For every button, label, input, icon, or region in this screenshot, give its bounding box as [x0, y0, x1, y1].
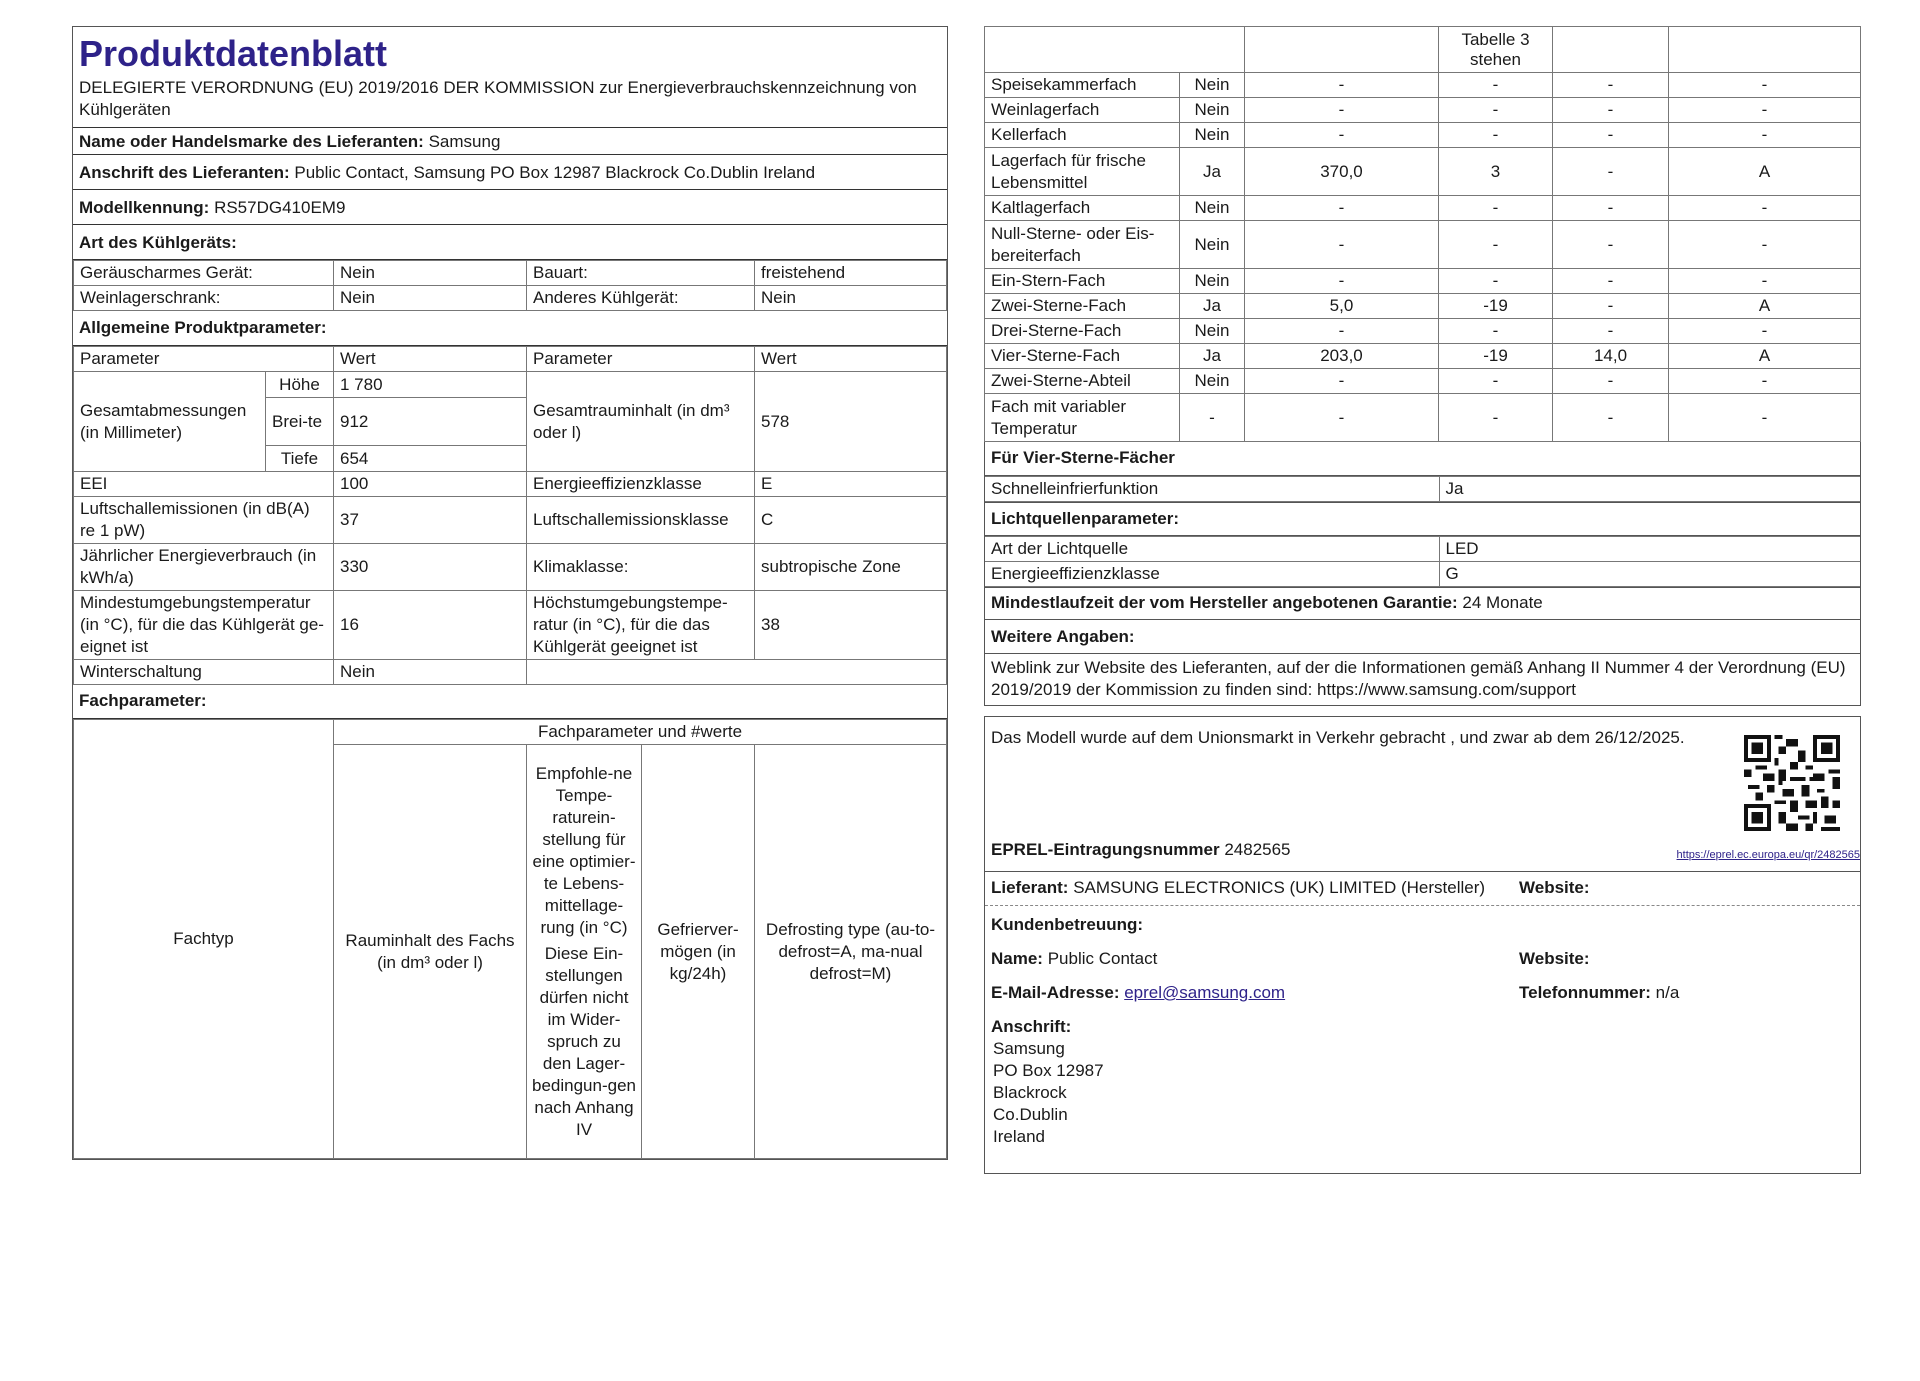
- compartment-temp: -: [1439, 319, 1553, 344]
- compartment-temp: -19: [1439, 294, 1553, 319]
- compartment-defrost: A: [1669, 344, 1861, 369]
- market-contact-block: [984, 716, 1861, 1174]
- min-temp-label: Mindestumgebungstemperatur (in °C), für die das Kühlgerät ge-eignet ist: [74, 591, 334, 660]
- contact-email-link[interactable]: eprel@samsung.com: [1124, 983, 1286, 1002]
- compartment-freeze: 14,0: [1553, 344, 1669, 369]
- noise-label: Luftschallemissionen (in dB(A) re 1 pW): [74, 497, 334, 544]
- general-params-title-text: Allgemeine Produktparameter:: [79, 318, 327, 337]
- address-line: Blackrock: [993, 1083, 1067, 1102]
- compartment-present: Nein: [1180, 269, 1245, 294]
- contact-address-lines: [991, 1038, 1854, 1148]
- contact-address-label: Anschrift:: [991, 1017, 1072, 1036]
- energy-class-label: Energieeffizienzklasse: [527, 472, 755, 497]
- compartment-freeze: -: [1553, 269, 1669, 294]
- further-text: Weblink zur Website des Lieferanten, auf der die Informationen gemäß Anhang II Nummer 4 der Verordnung (EU) 2019/2019 der Kommission zu finden sind:: [991, 658, 1846, 699]
- contact-email-label: E-Mail-Adresse:: [991, 983, 1120, 1002]
- compartment-freeze: -: [1553, 319, 1669, 344]
- empty-cell: [1669, 27, 1861, 73]
- compartment-defrost: -: [1669, 369, 1861, 394]
- four-star-title-text: Für Vier-Sterne-Fächer: [991, 448, 1175, 467]
- winter-switch-label: Winterschaltung: [74, 660, 334, 685]
- climate-class-label: Klimaklasse:: [527, 544, 755, 591]
- compartment-row: [985, 196, 1861, 221]
- contact-email-row: [991, 982, 1854, 1004]
- compartment-defrost: -: [1669, 221, 1861, 269]
- header-block: [73, 27, 947, 127]
- contact-supplier-value: SAMSUNG ELECTRONICS (UK) LIMITED (Hersteller): [1073, 878, 1486, 897]
- supplier-contact-row: [985, 871, 1860, 905]
- compartment-present: Nein: [1180, 123, 1245, 148]
- compartment-present: Nein: [1180, 369, 1245, 394]
- address-line: Co.Dublin: [993, 1105, 1068, 1124]
- left-panel: [72, 26, 948, 1160]
- contact-name-label: Name:: [991, 949, 1043, 968]
- depth-label: Tiefe: [266, 446, 334, 472]
- compartment-freeze: -: [1553, 394, 1669, 442]
- compartment-name: Speisekammerfach: [985, 73, 1180, 98]
- compartment-temp: -: [1439, 196, 1553, 221]
- other-appliance-value: Nein: [755, 286, 947, 311]
- other-appliance-label: Anderes Kühlgerät:: [527, 286, 755, 311]
- compartment-name: Ein-Stern-Fach: [985, 269, 1180, 294]
- light-title: [985, 502, 1860, 536]
- compartment-name: Weinlagerfach: [985, 98, 1180, 123]
- eei-label: EEI: [74, 472, 334, 497]
- compartment-rows: [985, 73, 1861, 442]
- compartment-row: [985, 73, 1861, 98]
- supplier-name-row: [73, 127, 947, 155]
- compartment-freeze: -: [1553, 98, 1669, 123]
- compartment-defrost: -: [1669, 123, 1861, 148]
- eprel-row: [991, 839, 1291, 861]
- compartment-temp: 3: [1439, 148, 1553, 196]
- compartment-defrost: -: [1669, 394, 1861, 442]
- compartment-defrost: A: [1669, 148, 1861, 196]
- compartment-temp: -: [1439, 73, 1553, 98]
- compartment-defrost: -: [1669, 269, 1861, 294]
- compartment-type-header: Fachtyp: [74, 720, 334, 1159]
- compartment-params-title: [73, 685, 947, 719]
- market-block: [985, 717, 1860, 871]
- total-volume-label: Gesamtrauminhalt (in dm³ oder l): [527, 372, 755, 472]
- contact-name-value: Public Contact: [1047, 949, 1158, 968]
- compartment-freeze: -: [1553, 369, 1669, 394]
- compartment-freeze: -: [1553, 73, 1669, 98]
- energy-consumption-label: Jährlicher Energieverbrauch (in kWh/a): [74, 544, 334, 591]
- compartment-present: Nein: [1180, 196, 1245, 221]
- compartment-present: Nein: [1180, 73, 1245, 98]
- compartment-temp: -: [1439, 123, 1553, 148]
- address-line: PO Box 12987: [993, 1061, 1104, 1080]
- compartment-volume-header: Rauminhalt des Fachs (in dm³ oder l): [334, 745, 527, 1159]
- compartment-volume: -: [1245, 98, 1439, 123]
- compartment-freeze: -: [1553, 148, 1669, 196]
- qr-code-icon: [1744, 735, 1840, 831]
- compartment-temp: -: [1439, 369, 1553, 394]
- warranty-row: [985, 587, 1860, 619]
- compartment-defrost: -: [1669, 196, 1861, 221]
- energy-consumption-value: 330: [334, 544, 527, 591]
- depth-value: 654: [334, 446, 527, 472]
- supplier-address-value: Public Contact, Samsung PO Box 12987 Blackrock Co.Dublin Ireland: [294, 163, 816, 182]
- compartment-temp: -: [1439, 98, 1553, 123]
- compartment-name: Drei-Sterne-Fach: [985, 319, 1180, 344]
- supplier-name-label: Name oder Handelsmarke des Lieferanten:: [79, 132, 424, 151]
- compartment-volume: -: [1245, 369, 1439, 394]
- wine-cabinet-label: Weinlagerschrank:: [74, 286, 334, 311]
- customer-support-block: [985, 905, 1860, 1173]
- empty-cell: [1245, 27, 1439, 73]
- light-type-label: Art der Lichtquelle: [985, 537, 1439, 562]
- compartment-temp: -: [1439, 394, 1553, 442]
- col-header-value-2: Wert: [755, 347, 947, 372]
- further-text-block: [985, 654, 1860, 705]
- compartment-row: [985, 319, 1861, 344]
- four-star-block: [984, 442, 1861, 706]
- compartment-volume: -: [1245, 221, 1439, 269]
- compartment-name: Null-Sterne- oder Eis-bereiterfach: [985, 221, 1180, 269]
- compartment-row: [985, 394, 1861, 442]
- appliance-type-row: [74, 286, 947, 311]
- compartment-name: Zwei-Sterne-Fach: [985, 294, 1180, 319]
- col-header-value: Wert: [334, 347, 527, 372]
- regulation-text: DELEGIERTE VERORDNUNG (EU) 2019/2016 DER KOMMISSION zur Energieverbrauchskennzeichnung von Kühlgeräten: [79, 78, 917, 119]
- eei-value: 100: [334, 472, 527, 497]
- warranty-label: Mindestlaufzeit der vom Hersteller angebotenen Garantie:: [991, 593, 1458, 612]
- width-value: 912: [334, 398, 527, 446]
- contact-name-row: [991, 948, 1854, 970]
- compartment-temp: -: [1439, 269, 1553, 294]
- compartment-name: Lagerfach für frische Lebensmittel: [985, 148, 1180, 196]
- col-header-param: Parameter: [74, 347, 334, 372]
- compartment-freeze: -: [1553, 294, 1669, 319]
- contact-website-label: Website:: [1519, 878, 1590, 897]
- compartment-temp: -19: [1439, 344, 1553, 369]
- max-temp-value: 38: [755, 591, 947, 660]
- design-value: freistehend: [755, 261, 947, 286]
- general-params-title: [73, 311, 947, 346]
- low-noise-label: Geräuscharmes Gerät:: [74, 261, 334, 286]
- winter-switch-value: Nein: [334, 660, 527, 685]
- compartment-volume: 370,0: [1245, 148, 1439, 196]
- customer-support-title: Kundenbetreuung:: [991, 915, 1144, 934]
- compartment-freeze: -: [1553, 221, 1669, 269]
- contact-phone: [1519, 982, 1679, 1004]
- further-title: [985, 619, 1860, 654]
- page-title: Produktdatenblatt: [79, 33, 388, 74]
- compartment-row: [985, 344, 1861, 369]
- eprel-value: 2482565: [1224, 840, 1291, 859]
- light-class-value: G: [1439, 562, 1860, 587]
- compartment-row: [985, 294, 1861, 319]
- compartment-defrost: A: [1669, 294, 1861, 319]
- compartment-params-title-text: Fachparameter:: [79, 691, 207, 710]
- col-header-param-2: Parameter: [527, 347, 755, 372]
- empty-cell: [985, 27, 1245, 73]
- supplier-address-label: Anschrift des Lieferanten:: [79, 163, 290, 182]
- compartment-name: Fach mit variabler Temperatur: [985, 394, 1180, 442]
- general-params-table: [73, 346, 947, 685]
- compartment-name: Kellerfach: [985, 123, 1180, 148]
- compartment-row: [985, 221, 1861, 269]
- compartment-volume: -: [1245, 394, 1439, 442]
- contact-phone-value: n/a: [1655, 983, 1680, 1002]
- compartment-temp-header: [527, 745, 642, 1159]
- compartment-defrost: -: [1669, 73, 1861, 98]
- compartment-volume: -: [1245, 319, 1439, 344]
- compartment-defrost: -: [1669, 319, 1861, 344]
- dimensions-label: Gesamtabmessungen (in Millimeter): [74, 372, 266, 472]
- address-line: Samsung: [993, 1039, 1065, 1058]
- compartment-header-table: [73, 719, 947, 1159]
- low-noise-value: Nein: [334, 261, 527, 286]
- light-type-value: LED: [1439, 537, 1860, 562]
- warranty-value: 24 Monate: [1462, 593, 1543, 612]
- appliance-type-row: [74, 261, 947, 286]
- width-label: Brei-te: [266, 398, 334, 446]
- appliance-type-title: Art des Kühlgeräts:: [73, 225, 947, 260]
- contact-supplier-label: Lieferant:: [991, 878, 1069, 897]
- compartment-volume: 203,0: [1245, 344, 1439, 369]
- appliance-type-table: [73, 260, 947, 311]
- energy-class-value: E: [755, 472, 947, 497]
- compartment-volume: -: [1245, 73, 1439, 98]
- compartment-freeze: -: [1553, 123, 1669, 148]
- model-value: RS57DG410EM9: [214, 198, 346, 217]
- four-star-title: [985, 442, 1860, 476]
- height-value: 1 780: [334, 372, 527, 398]
- compartment-name: Zwei-Sterne-Abteil: [985, 369, 1180, 394]
- noise-class-value: C: [755, 497, 947, 544]
- compartment-table: [984, 26, 1861, 442]
- quick-freeze-value: Ja: [1439, 477, 1860, 502]
- noise-value: 37: [334, 497, 527, 544]
- eprel-link[interactable]: https://eprel.ec.europa.eu/qr/2482565: [1676, 849, 1860, 861]
- contact-phone-label: Telefonnummer:: [1519, 983, 1651, 1002]
- compartment-row: [985, 369, 1861, 394]
- total-volume-value: 578: [755, 372, 947, 472]
- compartment-temp: -: [1439, 221, 1553, 269]
- compartment-row: [985, 269, 1861, 294]
- eprel-label: EPREL-Eintragungsnummer: [991, 840, 1220, 859]
- supplier-address-row: [73, 155, 947, 190]
- support-website-label: Website:: [1519, 949, 1590, 968]
- compartment-group-header: Fachparameter und #werte: [334, 720, 947, 745]
- compartment-present: Nein: [1180, 319, 1245, 344]
- four-star-table: [985, 476, 1860, 502]
- market-date-text: Das Modell wurde auf dem Unionsmarkt in Verkehr gebracht , und zwar ab dem 26/12/2025.: [991, 728, 1685, 747]
- design-label: Bauart:: [527, 261, 755, 286]
- compartment-name: Kaltlagerfach: [985, 196, 1180, 221]
- compartment-present: Ja: [1180, 344, 1245, 369]
- temp-note-text: Diese Ein-stellungen dürfen nicht im Wider-spruch zu den Lager-bedingun-gen nach Anhang IV: [532, 943, 636, 1139]
- further-title-text: Weitere Angaben:: [991, 627, 1135, 646]
- compartment-present: -: [1180, 394, 1245, 442]
- quick-freeze-label: Schnelleinfrierfunktion: [985, 477, 1439, 502]
- freeze-capacity-header: Gefrierver-mögen (in kg/24h): [642, 745, 755, 1159]
- max-temp-label: Höchstumgebungstempe-ratur (in °C), für die das Kühlgerät geeignet ist: [527, 591, 755, 660]
- compartment-defrost: -: [1669, 98, 1861, 123]
- compartment-volume: -: [1245, 269, 1439, 294]
- address-line: Ireland: [993, 1127, 1045, 1146]
- light-table: [985, 536, 1860, 587]
- compartment-present: Ja: [1180, 294, 1245, 319]
- height-label: Höhe: [266, 372, 334, 398]
- temp-header-text: Empfohle-ne Tempe-raturein-stellung für eine optimier-te Lebens-mittellage-rung (in °C): [532, 763, 636, 937]
- compartment-continuation-header: [985, 27, 1861, 73]
- model-label: Modellkennung:: [79, 198, 210, 217]
- right-panel: [984, 26, 1861, 1174]
- empty-cell: [527, 660, 947, 685]
- supplier-name-value: Samsung: [428, 132, 501, 151]
- model-row: [73, 190, 947, 225]
- min-temp-value: 16: [334, 591, 527, 660]
- compartment-present: Nein: [1180, 98, 1245, 123]
- compartment-present: Nein: [1180, 221, 1245, 269]
- compartment-row: [985, 148, 1861, 196]
- supplier-website-link[interactable]: https://www.samsung.com/support: [1317, 680, 1576, 699]
- compartment-name: Vier-Sterne-Fach: [985, 344, 1180, 369]
- defrost-type-header: Defrosting type (au-to-defrost=A, ma-nual defrost=M): [755, 745, 947, 1159]
- light-title-text: Lichtquellenparameter:: [991, 509, 1179, 528]
- empty-cell: [1553, 27, 1669, 73]
- compartment-volume: -: [1245, 123, 1439, 148]
- compartment-present: Ja: [1180, 148, 1245, 196]
- compartment-row: [985, 123, 1861, 148]
- compartment-freeze: -: [1553, 196, 1669, 221]
- table-continued-note: Tabelle 3 stehen: [1439, 27, 1553, 73]
- compartment-volume: -: [1245, 196, 1439, 221]
- compartment-volume: 5,0: [1245, 294, 1439, 319]
- light-class-label: Energieeffizienzklasse: [985, 562, 1439, 587]
- wine-cabinet-value: Nein: [334, 286, 527, 311]
- compartment-row: [985, 98, 1861, 123]
- noise-class-label: Luftschallemissionsklasse: [527, 497, 755, 544]
- climate-class-value: subtropische Zone: [755, 544, 947, 591]
